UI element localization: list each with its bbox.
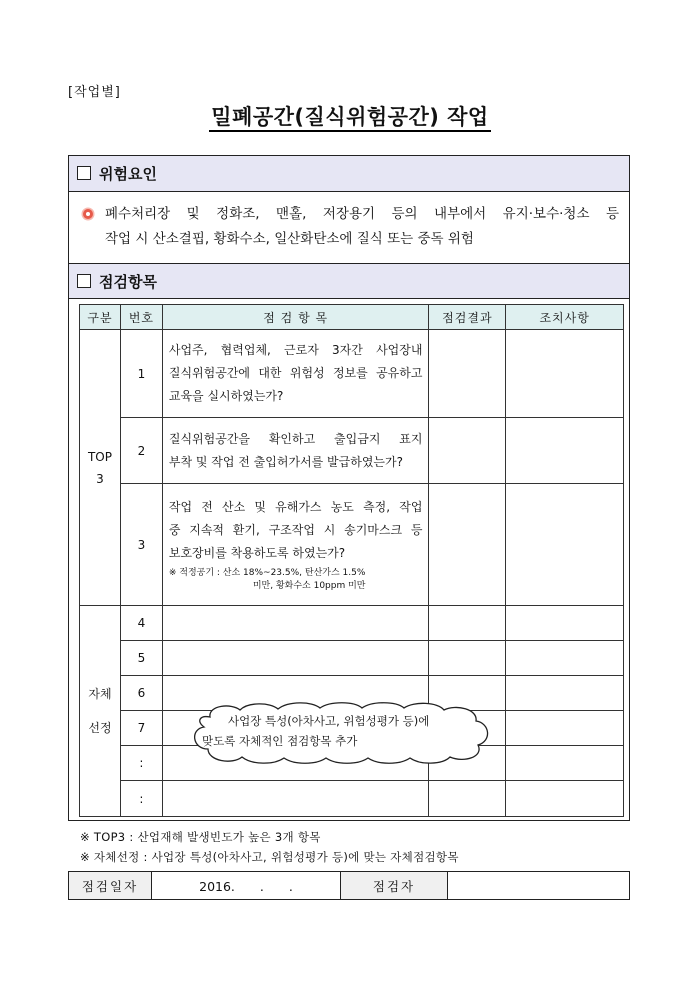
note-line: 미만, 황화수소 10ppm 미만 bbox=[252, 581, 366, 591]
item-number: 3 bbox=[120, 484, 162, 606]
table-row bbox=[80, 330, 624, 418]
table-row bbox=[80, 484, 624, 606]
result-cell[interactable] bbox=[429, 781, 506, 817]
table-row bbox=[80, 606, 624, 641]
note-line: ※ 적정공기 : 산소 18%~23.5%, 탄산가스 1.5% bbox=[168, 568, 366, 578]
callout-text bbox=[198, 711, 478, 751]
table-header-row bbox=[80, 305, 624, 330]
item-number: 5 bbox=[120, 641, 162, 676]
item-line: 사업주, 협력업체, 근로자 3자간 사업장내 bbox=[168, 343, 423, 357]
signoff-table bbox=[68, 871, 630, 900]
footnote-top3: ※ TOP3 : 산업재해 발생빈도가 높은 3개 항목 bbox=[80, 830, 321, 844]
col-header-item: 점 검 항 목 bbox=[162, 305, 429, 330]
item-line: 교육을 실시하였는가? bbox=[168, 389, 284, 403]
document-title-text: 밀폐공간(질식위험공간) 작업 bbox=[209, 105, 490, 132]
footnote-self-selected: ※ 자체선정 : 사업장 특성(아차사고, 위험성평가 등)에 맞는 자체점검항목 bbox=[80, 850, 459, 864]
checkbox-square-icon bbox=[77, 274, 91, 288]
bullet-circle-icon bbox=[83, 209, 93, 219]
item-text bbox=[162, 330, 429, 418]
hazard-section-header bbox=[69, 156, 629, 192]
inspection-date-label: 점검일자 bbox=[69, 872, 152, 900]
inspection-date-field[interactable]: 2016. . . bbox=[152, 872, 341, 900]
col-header-action: 조치사항 bbox=[506, 305, 624, 330]
hazard-description bbox=[83, 202, 619, 252]
result-cell[interactable] bbox=[429, 606, 506, 641]
callout-line-1: 사업장 특성(아차사고, 위험성평가 등)에 bbox=[228, 714, 430, 728]
hazard-line-2: 작업 시 산소결핍, 황화수소, 일산화탄소에 질식 또는 중독 위험 bbox=[105, 231, 474, 247]
item-text bbox=[162, 484, 429, 606]
group-self-cell bbox=[80, 606, 121, 817]
item-number: 7 bbox=[120, 711, 162, 746]
item-line: 작업 전 산소 및 유해가스 농도 측정, 작업 bbox=[168, 500, 423, 514]
item-line: 중 지속적 환기, 구조작업 시 송기마스크 등 bbox=[168, 523, 423, 537]
action-cell[interactable] bbox=[506, 711, 624, 746]
col-header-number: 번호 bbox=[120, 305, 162, 330]
checkbox-square-icon bbox=[77, 166, 91, 180]
document-title bbox=[0, 101, 700, 131]
inspector-label: 점검자 bbox=[341, 872, 448, 900]
item-line: 보호장비를 착용하도록 하였는가? bbox=[168, 546, 346, 560]
item-number: 4 bbox=[120, 606, 162, 641]
action-cell[interactable] bbox=[506, 418, 624, 484]
action-cell[interactable] bbox=[506, 641, 624, 676]
document-category-tag: [작업별] bbox=[68, 85, 121, 100]
action-cell[interactable] bbox=[506, 484, 624, 606]
item-number: : bbox=[120, 746, 162, 781]
item-note bbox=[169, 567, 423, 593]
action-cell[interactable] bbox=[506, 676, 624, 711]
table-row bbox=[80, 641, 624, 676]
result-cell[interactable] bbox=[429, 641, 506, 676]
result-cell[interactable] bbox=[429, 484, 506, 606]
callout-line-2: 맞도록 자체적인 점검항목 추가 bbox=[202, 734, 358, 748]
action-cell[interactable] bbox=[506, 746, 624, 781]
item-number: 2 bbox=[120, 418, 162, 484]
group-top3-cell bbox=[80, 330, 121, 606]
group-top3-number: 3 bbox=[96, 471, 104, 486]
checklist-section-header bbox=[69, 263, 629, 299]
item-number: 6 bbox=[120, 676, 162, 711]
group-top3-label: TOP bbox=[87, 449, 112, 464]
table-row bbox=[80, 781, 624, 817]
hazard-line-1: 폐수처리장 및 정화조, 맨홀, 저장용기 등의 내부에서 유지·보수·청소 등 bbox=[105, 206, 619, 222]
hazard-section-title: 위험요인 bbox=[99, 165, 157, 183]
table-row bbox=[80, 418, 624, 484]
action-cell[interactable] bbox=[506, 781, 624, 817]
custom-item-cell[interactable] bbox=[162, 641, 429, 676]
item-number: : bbox=[120, 781, 162, 817]
item-line: 질식위험공간을 확인하고 출입금지 표지 bbox=[168, 431, 423, 446]
result-cell[interactable] bbox=[429, 330, 506, 418]
result-cell[interactable] bbox=[429, 418, 506, 484]
custom-item-cell[interactable] bbox=[162, 781, 429, 817]
col-header-result: 점검결과 bbox=[429, 305, 506, 330]
group-self-label-1: 자체 bbox=[88, 687, 112, 701]
inspector-field[interactable] bbox=[448, 872, 630, 900]
custom-item-cell[interactable] bbox=[162, 606, 429, 641]
item-text bbox=[162, 418, 429, 484]
checklist-section-title: 점검항목 bbox=[99, 273, 157, 291]
col-header-category: 구분 bbox=[80, 305, 121, 330]
item-number: 1 bbox=[120, 330, 162, 418]
item-line: 부착 및 작업 전 출입허가서를 발급하였는가? bbox=[168, 454, 403, 469]
action-cell[interactable] bbox=[506, 330, 624, 418]
action-cell[interactable] bbox=[506, 606, 624, 641]
item-line: 질식위험공간에 대한 위험성 정보를 공유하고 bbox=[168, 366, 423, 380]
group-self-label-2: 선정 bbox=[88, 721, 112, 735]
